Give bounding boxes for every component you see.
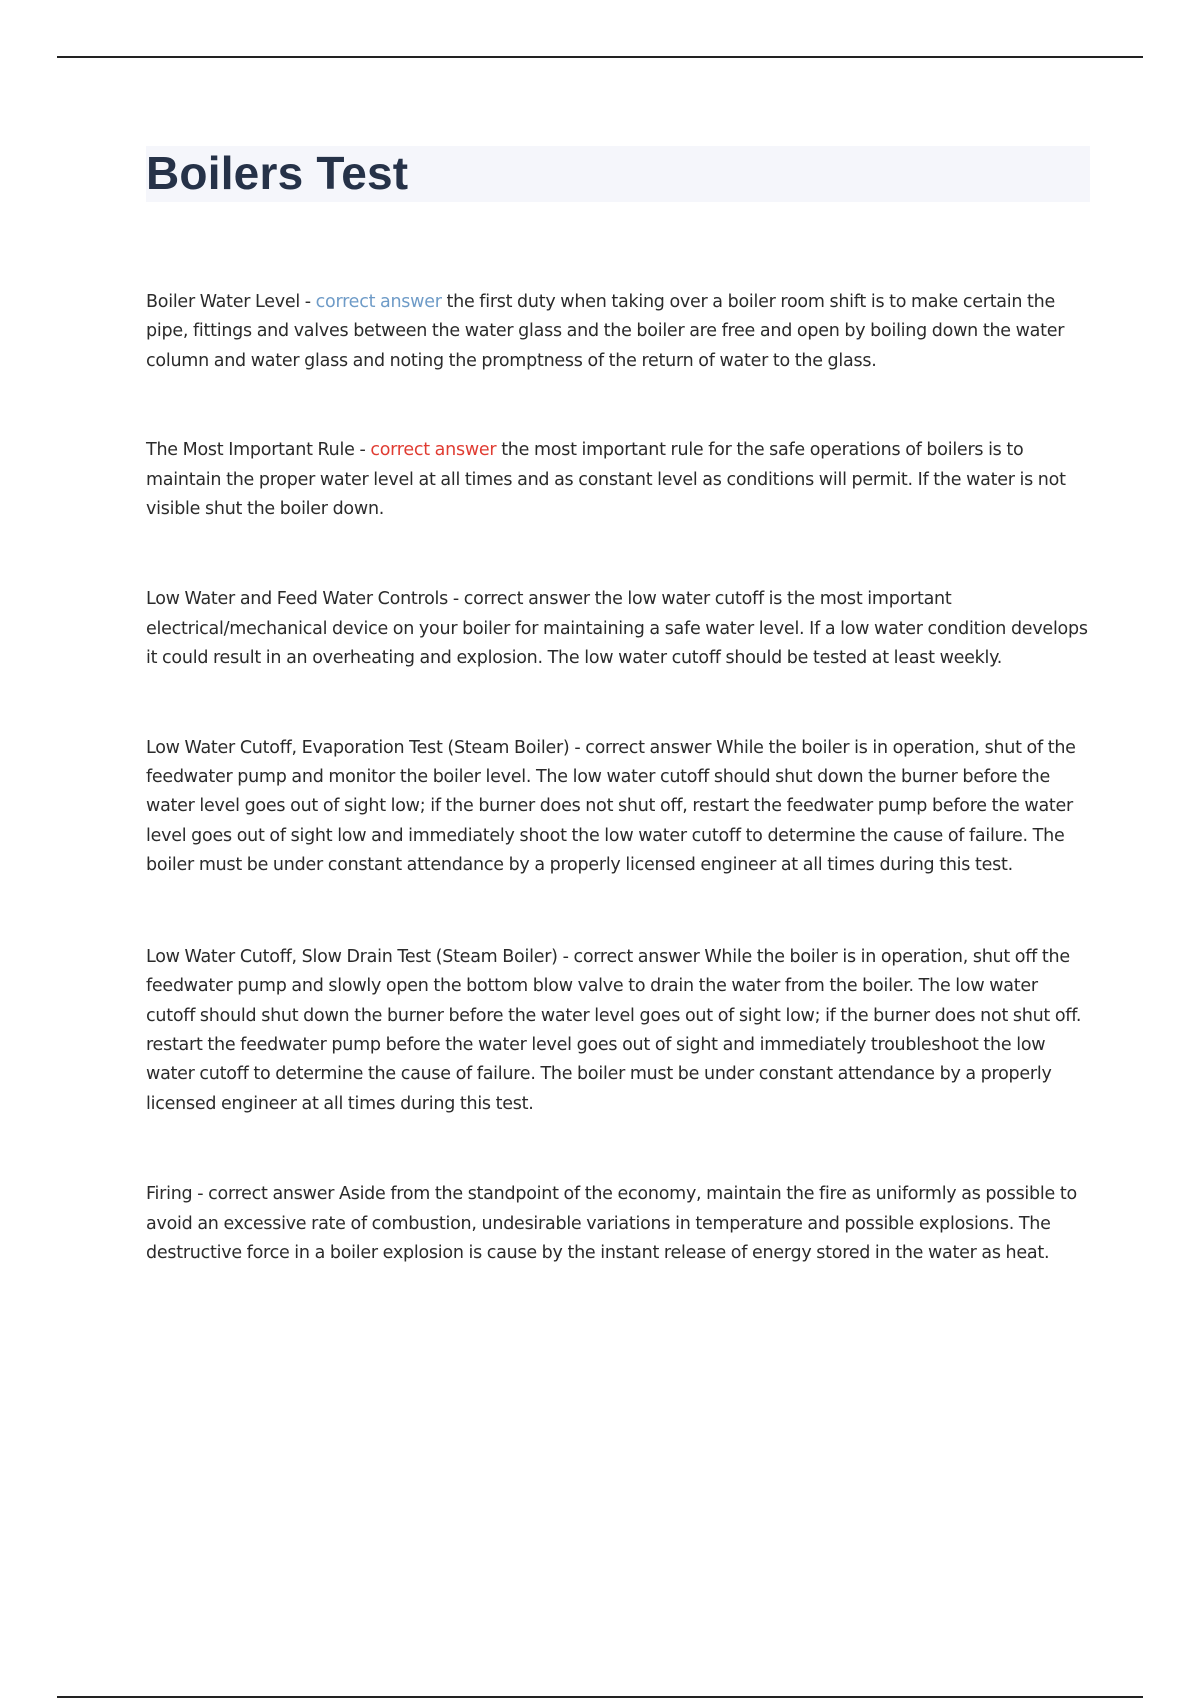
bottom-rule — [57, 1696, 1143, 1698]
qa-answer-text: the low water cutoff is the most important electrical/mechanical device on your boiler for maintaining a safe water level. If a low water condition develops it could result in an overheating and explosion. The low water cutoff should be tested at least weekly. — [146, 589, 1088, 669]
qa-item-boiler-water-level — [146, 288, 1090, 376]
qa-answer-text: While the boiler is in operation, shut of the feedwater pump and monitor the boiler level. The low water cutoff should shut down the burner before the water level goes out of sight low; if the burner does not shut off, restart the feedwater pump before the water level goes out of sight low and immediately shoot the low water cutoff to determine the cause of failure. The boiler must be under constant attendance by a properly licensed engineer at all times during this test. — [146, 737, 1076, 876]
qa-separator: - — [354, 440, 371, 461]
page-title: Boilers Test — [146, 147, 409, 199]
qa-item-most-important-rule — [146, 436, 1090, 524]
qa-item-firing — [146, 1180, 1090, 1268]
qa-term: Low Water and Feed Water Controls — [146, 589, 449, 610]
qa-separator: - — [448, 589, 464, 610]
qa-answer-text: Aside from the standpoint of the economy, maintain the fire as uniformly as possible to avoid an excessive rate of combustion, undesirable variations in temperature and possible explosions. The destructive force in a boiler explosion is cause by the instant release of energy stored in the water as heat. — [146, 1184, 1077, 1263]
qa-answer-label: correct answer — [370, 440, 497, 461]
qa-answer-text: the first duty when taking over a boiler room shift is to make certain the pipe, fittings and valves between the water glass and the boiler are free and open by boiling down the water column and water glass and noting the promptness of the return of water to the glass. — [146, 292, 1065, 371]
qa-answer-label: correct answer — [208, 1184, 335, 1205]
qa-term: Low Water Cutoff, Slow Drain Test (Steam Boiler) — [146, 946, 558, 967]
qa-answer-label: correct answer — [573, 946, 700, 967]
qa-item-low-water-feed-controls — [146, 585, 1090, 673]
qa-separator: - — [557, 946, 574, 967]
top-rule — [57, 56, 1143, 58]
qa-term: Low Water Cutoff, Evaporation Test (Steam Boiler) — [146, 737, 570, 758]
qa-list — [146, 288, 1090, 1268]
qa-answer-label: correct answer — [315, 292, 442, 312]
qa-answer-text: While the boiler is in operation, shut off the feedwater pump and slowly open the bottom blow valve to drain the water from the boiler. The low water cutoff should shut down the burner before the water level goes out of sight low; if the burner does not shut off. restart the feedwater pump before the water level goes out of sight and immediately troubleshoot the low water cutoff to determine the cause of failure. The boiler must be under constant attendance by a properly licensed engineer at all times during this test. — [146, 946, 1082, 1114]
qa-separator: - — [569, 737, 586, 758]
qa-term: Boiler Water Level — [146, 292, 300, 312]
qa-answer-label: correct answer — [585, 737, 712, 758]
qa-answer-label: correct answer — [463, 589, 590, 610]
qa-term: Firing — [146, 1184, 193, 1205]
qa-separator: - — [299, 292, 316, 312]
qa-item-slow-drain-test — [146, 943, 1090, 1119]
qa-separator: - — [192, 1184, 209, 1205]
qa-item-evaporation-test — [146, 734, 1090, 881]
qa-term: The Most Important Rule — [146, 440, 355, 461]
qa-answer-text: the most important rule for the safe operations of boilers is to maintain the proper water level at all times and as constant level as conditions will permit. If the water is not visible shut the boiler down. — [146, 440, 1066, 520]
